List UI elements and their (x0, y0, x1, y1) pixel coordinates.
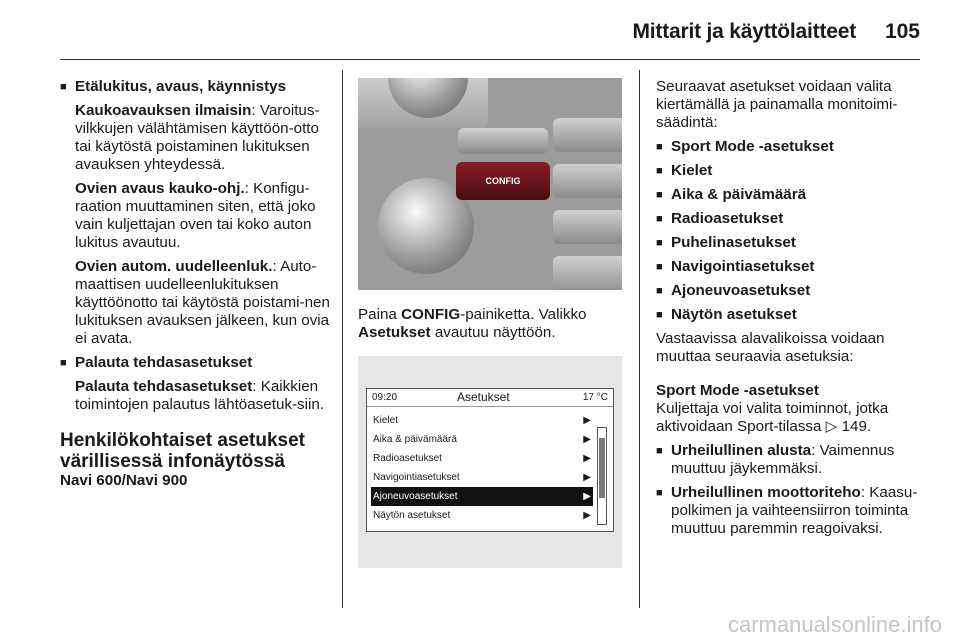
definition: : Konfigu-raation muuttaminen siten, että joko vain kuljettajan oven tai koko auton lukitus avautuu. (75, 180, 316, 251)
settings-list-item: ■ Puhelinasetukset (656, 234, 922, 252)
scrollbar-thumb (599, 438, 605, 498)
submenu-text: Vastaavissa alavalikoissa voidaan muuttaa seuraavia asetuksia: (656, 330, 885, 365)
menu-item-label: Kielet (373, 415, 399, 426)
definition-item (656, 442, 922, 478)
menu-item-label: Ajoneuvoasetukset (373, 491, 458, 502)
intro-text: Seuraavat asetukset voidaan valita kiertämällä ja painamalla monitoimi-säädintä: (656, 78, 898, 131)
definition-item (60, 258, 330, 348)
console-button-panel (458, 128, 548, 154)
page-title: Mittarit ja käyttölaitteet (632, 20, 856, 43)
chevron-right-icon: ▶ (583, 472, 591, 483)
column-divider-2 (639, 70, 640, 608)
term: Ovien autom. uudelleenluk. (75, 258, 273, 275)
settings-list-item: ■ Navigointiasetukset (656, 258, 922, 276)
console-button-panel (553, 118, 622, 152)
chevron-right-icon: ▶ (583, 453, 591, 464)
header-rule (60, 59, 920, 60)
settings-list-item: ■ Kielet (656, 162, 922, 180)
instruction-text (358, 306, 622, 342)
screen-menu-item[interactable] (371, 430, 593, 449)
screen-time: 09:20 (372, 392, 398, 403)
settings-list-item: ■ Aika & päivämäärä (656, 186, 922, 204)
definition: : Varoitus-vilkkujen välähtämisen käyttöön-otto tai käytöstä poistaminen lukituksen avauksen yhteydessä. (75, 102, 320, 173)
column-2 (358, 78, 622, 568)
settings-list-item: ■ Sport Mode -asetukset (656, 138, 922, 156)
term: Urheilullinen moottoriteho (671, 484, 861, 501)
menu-item-label: Navigointiasetukset (373, 472, 460, 483)
definition: : Auto-maattisen uudelleenlukituksen käyttöönotto tai käytöstä poistami-nen lukituksen avauksen jälkeen, kun ovia ei avata. (75, 258, 330, 347)
watermark: carmanualsonline.info (727, 612, 942, 637)
definition-item (60, 378, 330, 414)
chevron-right-icon: ▶ (583, 415, 591, 426)
term: Kaukoavauksen ilmaisin (75, 102, 252, 119)
text-bold: Asetukset (358, 324, 431, 341)
screen-menu-item[interactable] (371, 468, 593, 487)
screen-menu (371, 411, 593, 525)
screen-status-bar (367, 389, 613, 407)
text: Paina (358, 306, 402, 323)
definition: : Kaikkien toimintojen palautus lähtöasetuk-siin. (75, 378, 325, 413)
section-subtitle: Navi 600/Navi 900 (60, 472, 188, 489)
chevron-right-icon: ▶ (583, 491, 591, 502)
page-number: 105 (884, 20, 920, 43)
menu-item-label: Aika & päivämäärä (373, 434, 457, 445)
sport-mode-text: Kuljettaja voi valita toiminnot, jotka aktivoidaan Sport-tilassa ▷ 149. (656, 400, 889, 435)
screen-scrollbar (597, 427, 607, 525)
list-heading: ■ Palauta tehdasasetukset (60, 354, 330, 372)
text: -painiketta. Valikko (460, 306, 587, 323)
config-button: CONFIG (456, 162, 550, 200)
infotainment-screen-photo (358, 356, 622, 568)
chevron-right-icon: ▶ (583, 510, 591, 521)
list-heading: ■ Etälukitus, avaus, käynnistys (60, 78, 330, 96)
sub-heading: Sport Mode -asetukset (656, 382, 819, 399)
infotainment-screen (366, 388, 614, 532)
text: avautuu näyttöön. (430, 324, 556, 341)
term: Palauta tehdasasetukset (75, 378, 253, 395)
definition: : Kaasu-polkimen ja vaihteensiirron toiminta muuttuu paremmin reagoivaksi. (671, 484, 918, 537)
screen-menu-item[interactable] (371, 411, 593, 430)
definition-item (60, 180, 330, 252)
console-button-panel (553, 210, 622, 244)
column-divider-1 (342, 70, 343, 608)
settings-list-item: ■ Näytön asetukset (656, 306, 922, 324)
screen-temperature: 17 °C (582, 392, 608, 403)
console-button-panel (553, 256, 622, 290)
console-button-panel (553, 164, 622, 198)
screen-menu-item[interactable] (371, 506, 593, 525)
console-photo (358, 78, 622, 290)
column-1 (60, 78, 330, 490)
menu-item-label: Radioasetukset (373, 453, 442, 464)
screen-menu-item-selected[interactable] (371, 487, 593, 506)
text-bold: CONFIG (401, 306, 461, 323)
definition-item (656, 484, 922, 538)
menu-item-label: Näytön asetukset (373, 510, 451, 521)
column-3 (656, 78, 922, 544)
section-title: Henkilökohtaiset asetukset värillisessä infonäytössä (60, 430, 305, 472)
term: Ovien avaus kauko-ohj. (75, 180, 245, 197)
settings-list-item: ■ Radioasetukset (656, 210, 922, 228)
page-header (60, 18, 920, 48)
definition: : Vaimennus muuttuu jäykemmäksi. (671, 442, 895, 477)
term: Urheilullinen alusta (671, 442, 812, 459)
screen-title: Asetukset (457, 390, 510, 404)
screen-menu-item[interactable] (371, 449, 593, 468)
settings-list-item: ■ Ajoneuvoasetukset (656, 282, 922, 300)
definition-item (60, 102, 330, 174)
chevron-right-icon: ▶ (583, 434, 591, 445)
